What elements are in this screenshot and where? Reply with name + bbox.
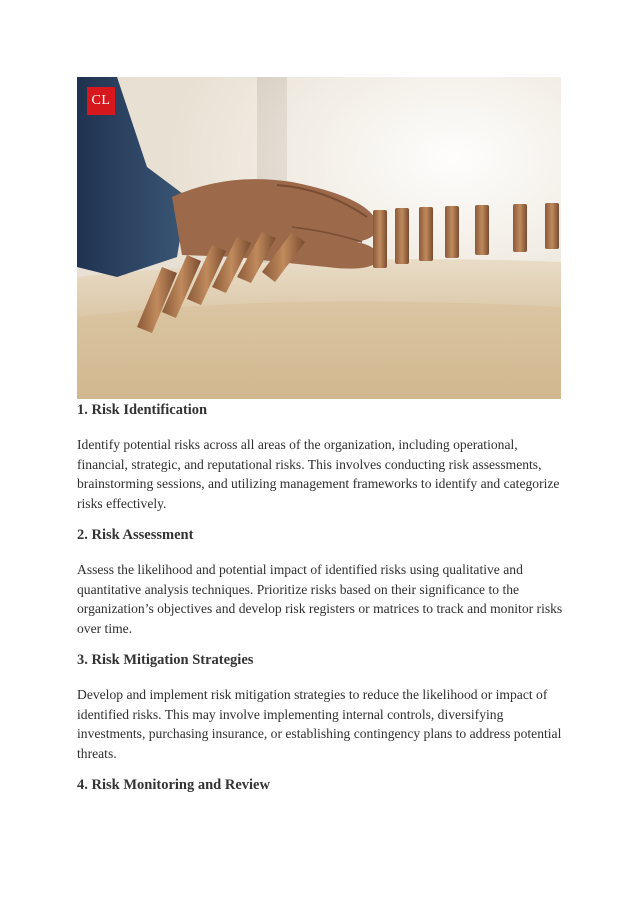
section-heading-risk-identification: 1. Risk Identification — [77, 402, 208, 418]
section-body-risk-identification: Identify potential risks across all areas of the organization, including operational, financial, strategic, and reputational risks. This involves conducting risk assessments, brainstorming sessions, and utilizing management frameworks to identify and categorize risks effectively. — [77, 437, 560, 511]
section-body-risk-mitigation: Develop and implement risk mitigation strategies to reduce the likelihood or impact of identified risks. This may involve implementing internal controls, diversifying investments, purchasing insurance, or establishing contingency plans to address potential threats. — [77, 687, 562, 761]
section-heading-risk-assessment: 2. Risk Assessment — [77, 527, 194, 543]
hero-image — [77, 77, 561, 399]
article-body — [77, 401, 567, 810]
dominoes-illustration — [77, 77, 561, 399]
section-heading-risk-mitigation: 3. Risk Mitigation Strategies — [77, 652, 254, 668]
brand-logo: CL — [87, 87, 115, 115]
section-body-risk-assessment: Assess the likelihood and potential impact of identified risks using qualitative and quantitative analysis techniques. Prioritize risks based on their significance to the organization’s objectives and develop risk registers or matrices to track and monitor risks over time. — [77, 562, 563, 636]
section-heading-risk-monitoring: 4. Risk Monitoring and Review — [77, 777, 270, 793]
